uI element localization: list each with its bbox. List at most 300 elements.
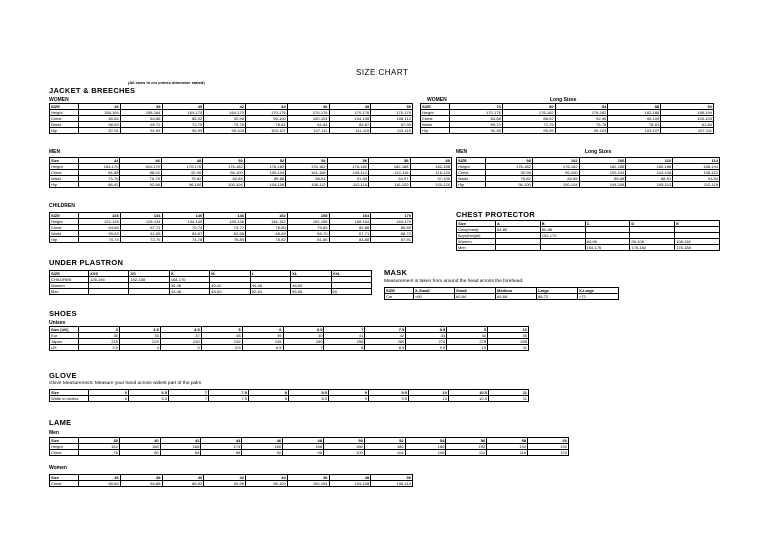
table-cell: 66-70	[287, 231, 329, 237]
row-label-cell: Women	[50, 283, 89, 289]
table-cell: 73-76	[79, 176, 120, 182]
table-cell: 68-72	[537, 294, 578, 300]
table-cell: E	[675, 221, 720, 227]
table-cell: 92	[661, 104, 714, 110]
table-cell: 146	[204, 213, 246, 219]
row-label-cell: Chest	[50, 225, 79, 231]
table-cell: 158-164	[329, 219, 371, 225]
table-cell: 88	[201, 450, 242, 456]
table-cell: 215	[79, 339, 120, 345]
table-cell: 39	[242, 333, 283, 339]
table-cell: 87-91	[371, 237, 413, 243]
table-cell: 40	[162, 104, 204, 110]
table-cell: 164-170	[120, 164, 161, 170]
table-cell: 36-38	[169, 283, 209, 289]
row-label-cell: Size	[50, 475, 79, 481]
table-cell: 46	[242, 438, 283, 444]
table-cell: 116	[487, 450, 528, 456]
table-cell: 67-71	[329, 231, 371, 237]
table-cell: 115-119	[371, 128, 413, 134]
table-cell: 92-96	[120, 182, 161, 188]
table-children	[49, 212, 413, 243]
table-cell: 45	[488, 333, 529, 339]
table-cell: 42	[204, 475, 246, 481]
table-cell: 104-108	[579, 182, 626, 188]
table-cell: 88-91	[626, 176, 673, 182]
table-row	[385, 294, 619, 300]
row-label-cell: SIZE	[50, 271, 89, 277]
table-lame-women	[49, 474, 413, 487]
table-cell: 76-80	[246, 225, 288, 231]
table-cell: 152-158	[129, 277, 169, 283]
table-cell: 8.5	[289, 396, 329, 402]
table-cell: 8	[324, 345, 365, 351]
row-label-cell: Size	[50, 438, 79, 444]
table-cell: 48-50	[210, 289, 250, 295]
label-unisex: Unisex	[49, 320, 66, 326]
table-cell: 5	[201, 327, 242, 333]
table-cell: 88-92	[120, 170, 161, 176]
table-cell: 46	[287, 104, 329, 110]
row-label-cell: Men	[457, 245, 496, 251]
section-lame: LAME	[49, 418, 72, 427]
table-cell: 108-112	[626, 182, 673, 188]
table-cell: 186	[283, 444, 324, 450]
table-cell: 92-96	[161, 170, 202, 176]
table-cell: 10	[409, 396, 449, 402]
table-cell: 10	[447, 345, 488, 351]
table-cell: 58	[487, 438, 528, 444]
table-cell: 84-88	[450, 116, 503, 122]
table-cell: 84-88	[120, 116, 162, 122]
table-cell: 60	[331, 289, 371, 295]
table-cell: 41	[324, 333, 365, 339]
table-cell: 7.5	[209, 396, 249, 402]
table-women-long	[420, 103, 714, 134]
table-cell: 102	[532, 158, 579, 164]
row-label-cell: CHILDREN	[50, 277, 89, 283]
table-cell: 170-176	[329, 110, 371, 116]
table-row	[50, 289, 372, 295]
table-cell: 7	[283, 345, 324, 351]
table-cell: 78-82	[246, 237, 288, 243]
table-women	[49, 103, 413, 134]
row-label-cell: Boys(height)	[457, 233, 496, 239]
row-label-cell: SIZE	[50, 213, 79, 219]
table-cell: 188-194	[661, 110, 714, 116]
table-cell: 44-46	[250, 283, 290, 289]
table-cell	[496, 245, 541, 251]
table-cell: 104-108	[286, 170, 327, 176]
table-cell: 75-78	[204, 122, 246, 128]
table-cell: 84-96	[585, 239, 630, 245]
table-cell: 7	[169, 390, 209, 396]
table-cell: 11	[488, 345, 529, 351]
table-cell: 170-176	[287, 110, 329, 116]
table-cell: 120	[528, 450, 569, 456]
table-cell: 104	[364, 450, 405, 456]
table-cell: 42	[160, 438, 201, 444]
table-cell: 188-194	[673, 164, 720, 170]
table-cell: 9.5	[369, 396, 409, 402]
section-glove: GLOVE	[49, 371, 77, 380]
table-cell: 112-116	[673, 182, 720, 188]
table-cell: 58	[369, 158, 410, 164]
table-cell: 162	[79, 444, 120, 450]
table-cell: 106	[579, 158, 626, 164]
table-cell: 100-104	[244, 170, 285, 176]
row-label-cell: Hip	[50, 182, 79, 188]
table-cell: 42	[365, 333, 406, 339]
table-cell: 170-176	[371, 110, 413, 116]
table-cell: 52	[244, 158, 285, 164]
table-cell: 164-176	[585, 245, 630, 251]
label-children: CHILDREN	[49, 203, 75, 209]
row-label-cell: Waist	[457, 176, 486, 182]
table-cell: 100-104	[579, 170, 626, 176]
table-cell: 170-176	[246, 110, 288, 116]
table-cell: 176-182	[555, 110, 608, 116]
table-cell: 95-99	[162, 128, 204, 134]
table-cell: 182-188	[626, 164, 673, 170]
table-cell: 68-72	[371, 231, 413, 237]
table-cell: 7.5	[365, 327, 406, 333]
table-cell: 36	[79, 104, 121, 110]
table-cell: 92-96	[204, 481, 246, 487]
table-cell: 176-182	[532, 164, 579, 170]
table-cell: 96-100	[161, 182, 202, 188]
table-cell: 6.5	[242, 345, 283, 351]
table-cell: 96-100	[532, 170, 579, 176]
table-cell: 116-120	[369, 182, 410, 188]
table-cell: 8.5	[406, 327, 447, 333]
table-cell: 46	[120, 158, 161, 164]
table-cell: 88-91	[286, 176, 327, 182]
table-cell: 176-182	[630, 245, 675, 251]
table-cell: 5.5	[201, 345, 242, 351]
row-label-cell: Size	[50, 158, 79, 164]
label-women-long: WOMEN	[427, 97, 447, 103]
table-cell: 11	[489, 390, 529, 396]
table-cell: 46	[287, 475, 329, 481]
table-cell: 44	[79, 158, 120, 164]
table-cell: Medium	[496, 288, 537, 294]
table-cell: 104-108	[626, 170, 673, 176]
table-cell: 69-72	[450, 122, 503, 128]
table-cell: 56	[446, 438, 487, 444]
table-cell: 176-182	[203, 164, 244, 170]
table-cell: 40-42	[210, 283, 250, 289]
table-cell: Large	[537, 288, 578, 294]
table-row	[421, 128, 714, 134]
table-cell: 10	[488, 327, 529, 333]
table-cell: 85-89	[371, 225, 413, 231]
table-cell: 69-72	[120, 122, 162, 128]
table-cell: B	[540, 221, 585, 227]
table-cell: 88-92	[162, 481, 204, 487]
table-cell: 72-75	[162, 122, 204, 128]
table-cell: 76-79	[120, 176, 161, 182]
table-cell: 182-188	[410, 164, 451, 170]
section-mask: MASK	[384, 268, 408, 277]
table-cell: 285	[488, 339, 529, 345]
row-label-cell: Men	[50, 289, 89, 295]
table-cell: 99-103	[555, 128, 608, 134]
table-cell: 40	[283, 333, 324, 339]
table-cell: 9	[329, 396, 369, 402]
table-cell: 78-81	[246, 122, 288, 128]
table-cell: 88-92	[502, 116, 555, 122]
table-cell: 79-83	[287, 225, 329, 231]
table-cell: 84-88	[79, 170, 120, 176]
table-cell: 164	[329, 213, 371, 219]
table-cell: 134	[120, 213, 162, 219]
table-cell: 94-97	[369, 176, 410, 182]
table-cell: 5	[160, 345, 201, 351]
table-cell: 164-170	[79, 164, 120, 170]
row-label-cell: Height	[421, 110, 450, 116]
table-cell: 158-164	[79, 110, 121, 116]
table-cell: 92	[242, 450, 283, 456]
table-cell: 66-69	[79, 122, 121, 128]
table-cell: 100	[323, 450, 364, 456]
table-cell: 192	[446, 444, 487, 450]
table-cell: XXS	[89, 271, 129, 277]
table-row	[50, 237, 413, 243]
table-cell: 245	[242, 339, 283, 345]
table-cell: 170	[371, 213, 413, 219]
table-cell: 82-85	[203, 176, 244, 182]
table-cell: 107-111	[287, 128, 329, 134]
table-cell: 48-50	[291, 283, 331, 289]
row-label-cell: Height	[50, 164, 79, 170]
row-label-cell: Women	[457, 239, 496, 245]
table-cell: 10	[409, 390, 449, 396]
row-label-cell: Girls(chest)	[457, 227, 496, 233]
table-cell: 96-108	[630, 239, 675, 245]
table-cell: 104-108	[329, 116, 371, 122]
table-cell: 164-170	[204, 110, 246, 116]
glove-note: Glove Measurement: Measure your hand across widest part of the palm	[49, 381, 202, 386]
row-label-cell: Height	[50, 219, 79, 225]
table-cell: 80-84	[79, 481, 121, 487]
table-cell: 35	[79, 333, 120, 339]
table-cell: 95-99	[502, 128, 555, 134]
table-cell: 38	[79, 438, 120, 444]
table-cell: 110	[626, 158, 673, 164]
table-cell: 38	[120, 104, 162, 110]
row-label-cell: Hip	[457, 182, 486, 188]
table-row	[457, 245, 720, 251]
table-row	[50, 481, 413, 487]
table-cell: 36	[119, 333, 160, 339]
table-cell: 92-96	[486, 170, 533, 176]
table-cell: 186	[323, 444, 364, 450]
table-cell: 82-85	[532, 176, 579, 182]
table-cell: 186	[405, 444, 446, 450]
table-cell: C	[585, 221, 630, 227]
table-cell: 6.5	[129, 396, 169, 402]
table-cell: 140-146	[204, 219, 246, 225]
section-jacket: JACKET & BREECHES	[49, 86, 136, 95]
label-women: WOMEN	[49, 97, 69, 103]
table-cell: 42	[204, 104, 246, 110]
table-cell: 60	[528, 438, 569, 444]
table-cell: 59-63	[79, 231, 121, 237]
table-cell: 10.5	[449, 390, 489, 396]
table-cell: 44	[246, 475, 288, 481]
table-cell: 64-68	[204, 231, 246, 237]
table-cell: 96	[283, 450, 324, 456]
table-cell: 38	[201, 333, 242, 339]
row-label-cell: SIZE	[50, 104, 79, 110]
table-cell: 76-80	[204, 237, 246, 243]
table-cell: 192	[528, 444, 569, 450]
table-cell: 60-64	[455, 294, 496, 300]
table-cell: 99-103	[204, 128, 246, 134]
mask-note: Measurement is taken from around the head across the forehead.	[384, 279, 524, 284]
table-cell: 70-74	[162, 225, 204, 231]
table-cell: 4	[119, 345, 160, 351]
table-cell: 174	[201, 444, 242, 450]
table-cell: 63-67	[162, 231, 204, 237]
table-cell: 96-100	[246, 481, 288, 487]
table-cell: 81-85	[287, 237, 329, 243]
table-cell: 82-86	[329, 225, 371, 231]
label-men: MEN	[49, 149, 61, 155]
table-cell: 230	[160, 339, 201, 345]
table-cell: 100-104	[287, 481, 329, 487]
table-cell: 100-104	[532, 182, 579, 188]
table-cell: 275	[447, 339, 488, 345]
table-cell: 7.5	[209, 390, 249, 396]
table-cell: 108-112	[327, 170, 368, 176]
table-cell: 158-164	[120, 110, 162, 116]
table-cell: 87-90	[371, 122, 413, 128]
table-cell: 192	[487, 444, 528, 450]
table-cell: 88-92	[79, 182, 120, 188]
table-cell: 80-84	[79, 116, 121, 122]
table-cell: 80-88	[540, 227, 585, 233]
table-cell: 152-158	[287, 219, 329, 225]
table-cell: 6	[89, 396, 129, 402]
table-cell: 88-92	[162, 116, 204, 122]
page-subtitle: (All sizes in cm unless otherwise stated)	[128, 80, 205, 85]
table-cell: 91-95	[120, 128, 162, 134]
table-cell: 78-81	[608, 122, 661, 128]
section-shoes: SHOES	[49, 309, 77, 318]
table-cell: 7	[169, 396, 209, 402]
table-cell: 64-80	[496, 227, 541, 233]
table-cell: 76	[450, 104, 503, 110]
table-cell: 112-116	[369, 170, 410, 176]
table-cell: 108	[405, 450, 446, 456]
table-cell: 176-182	[244, 164, 285, 170]
table-cell: 52	[364, 438, 405, 444]
row-label-cell: Hip	[421, 128, 450, 134]
table-cell: 81-84	[661, 122, 714, 128]
table-cell: 60	[410, 158, 451, 164]
table-cell: 182-188	[608, 110, 661, 116]
table-cell: 116-120	[410, 170, 451, 176]
page-title: SIZE CHART	[356, 68, 409, 77]
table-cell: 176-188	[675, 245, 720, 251]
table-cell: 54	[286, 158, 327, 164]
table-cell: 158	[287, 213, 329, 219]
table-cell: 104-108	[244, 182, 285, 188]
table-cell: 100-104	[661, 116, 714, 122]
table-cell: 168	[119, 444, 160, 450]
table-cell: 176-182	[327, 164, 368, 170]
table-cell: 7	[324, 327, 365, 333]
table-cell: 48	[329, 104, 371, 110]
row-label-cell: Chest	[50, 116, 79, 122]
table-cell: 72-75	[502, 122, 555, 128]
table-cell: 73-77	[204, 225, 246, 231]
table-cell: 70-74	[79, 237, 121, 243]
table-row	[50, 182, 452, 188]
row-label-cell: Height	[457, 164, 486, 170]
table-cell: 84-87	[329, 122, 371, 128]
table-cell: 44-46	[169, 289, 209, 295]
table-cell: 96-100	[246, 116, 288, 122]
table-cell: L	[250, 271, 290, 277]
label-men-long: MEN	[456, 149, 468, 155]
table-chest-protector	[456, 220, 720, 251]
table-men	[49, 157, 452, 188]
table-cell: 111-115	[329, 128, 371, 134]
table-cell: 91-94	[327, 176, 368, 182]
table-cell: 72-76	[120, 237, 162, 243]
table-cell: 97-100	[410, 176, 451, 182]
table-cell: 43	[406, 333, 447, 339]
table-cell: 182-188	[369, 164, 410, 170]
section-under-plastron: UNDER PLASTRON	[49, 258, 124, 267]
table-cell: 170-176	[450, 110, 503, 116]
table-cell: 6	[242, 327, 283, 333]
table-cell: <60	[414, 294, 455, 300]
table-cell: 270	[406, 339, 447, 345]
table-cell: 128-134	[120, 219, 162, 225]
table-cell: 108-112	[371, 116, 413, 122]
table-cell: 91-94	[673, 176, 720, 182]
table-cell: A	[496, 221, 541, 227]
table-cell: 96-100	[486, 182, 533, 188]
table-cell: 164-170	[162, 110, 204, 116]
section-chest-protector: CHEST PROTECTOR	[456, 210, 535, 219]
table-cell: 108-116	[675, 239, 720, 245]
table-cell: 3.5	[119, 327, 160, 333]
table-cell: 164-170	[371, 219, 413, 225]
row-label-cell: Size	[457, 221, 496, 227]
row-label-cell: Chest	[50, 481, 79, 487]
row-label-cell: Japan	[50, 339, 79, 345]
table-cell: 56	[327, 158, 368, 164]
table-cell: 11	[489, 396, 529, 402]
row-label-cell: US	[50, 345, 79, 351]
table-cell	[89, 289, 129, 295]
table-cell: 8	[249, 390, 289, 396]
table-cell: 140	[162, 213, 204, 219]
row-label-cell: Width in Inches	[50, 396, 89, 402]
table-cell: 48	[283, 438, 324, 444]
row-label-cell: Chest	[421, 116, 450, 122]
table-cell: 260	[365, 339, 406, 345]
row-label-cell: Eur	[50, 333, 79, 339]
table-cell: 50	[371, 475, 413, 481]
table-cell: 134-140	[162, 219, 204, 225]
table-cell: 164-170	[169, 277, 209, 283]
